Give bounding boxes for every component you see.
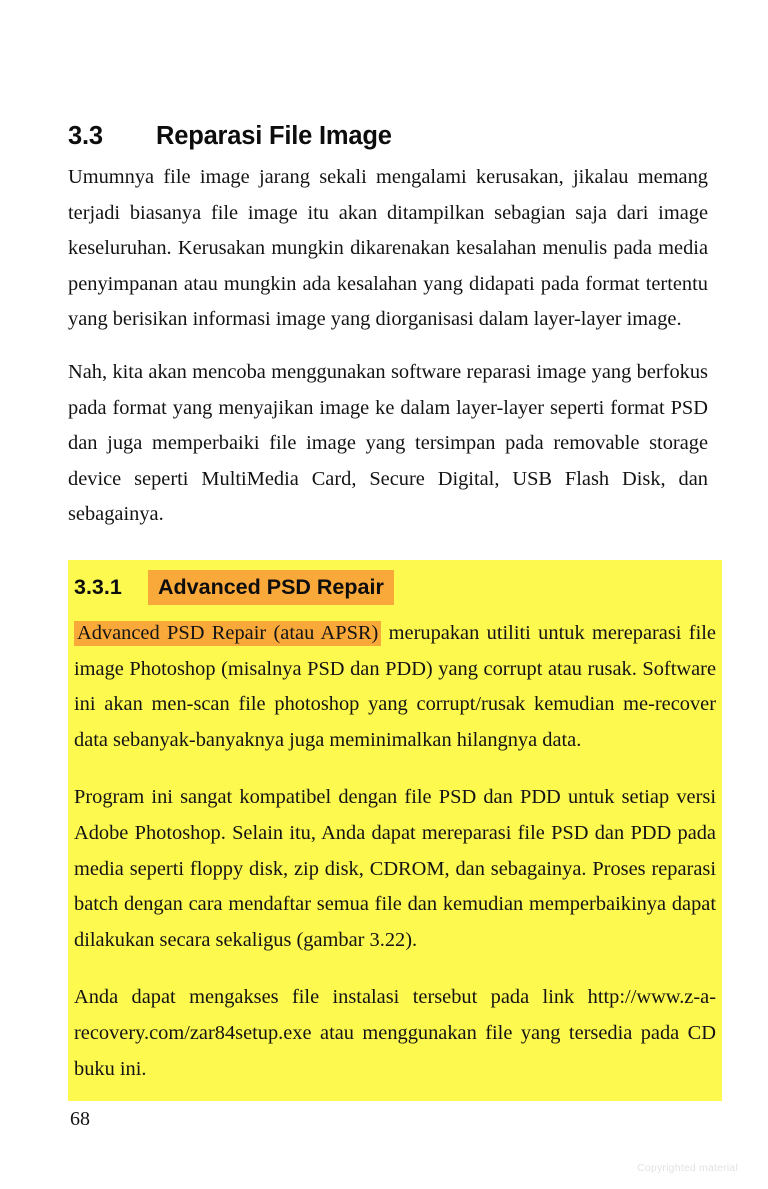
highlighted-section <box>68 560 722 1101</box>
subsection-heading <box>74 572 716 602</box>
inline-highlight: Advanced PSD Repair (atau APSR) <box>74 621 381 646</box>
section-title: Reparasi File Image <box>156 122 392 151</box>
copyright-notice: Copyrighted material <box>637 1162 738 1174</box>
paragraph: Umumnya file image jarang sekali mengalami kerusakan, jikalau memang terjadi biasanya file image itu akan ditampilkan sebagian saja dari image keseluruhan. Kerusakan mungkin dikarenakan kesalahan menulis pada media penyimpanan atau mungkin ada kesalahan yang didapati pada format tertentu yang berisikan informasi image yang diorganisasi dalam layer-layer image. <box>68 166 708 331</box>
paragraph: Nah, kita akan mencoba menggunakan software reparasi image yang berfokus pada format yang menyajikan image ke dalam layer-layer seperti format PSD dan juga memperbaiki file image yang tersimpan pada removable storage device seperti MultiMedia Card, Secure Digital, USB Flash Disk, dan sebagainya. <box>68 360 708 526</box>
paragraph: Anda dapat mengakses file instalasi tersebut pada link http://www.z-a-recovery.com/zar84setup.exe atau menggunakan file yang tersedia pada CD buku ini. <box>74 986 716 1080</box>
intro-text-block <box>68 160 708 533</box>
paragraph <box>74 616 716 758</box>
section-number: 3.3 <box>68 122 103 151</box>
subsection-number: 3.3.1 <box>74 575 122 599</box>
section-heading <box>68 122 708 151</box>
paragraph: Program ini sangat kompatibel dengan file PSD dan PDD untuk setiap versi Adobe Photoshop. Selain itu, Anda dapat mereparasi file PSD dan PDD pada media seperti floppy disk, zip disk, CDROM, dan sebagainya. Proses reparasi batch dengan cara mendaftar semua file dan kemudian memperbaikinya dapat dilakukan secara sekaligus (gambar 3.22). <box>74 786 716 951</box>
paragraph-text: merupakan utiliti untuk mereparasi file image Photoshop (misalnya PSD dan PDD) yang corrupt atau rusak. Software ini akan men-scan file photoshop yang corrupt/rusak kemudian me-recover data sebanyak-banyaknya juga meminimalkan hilangnya data. <box>74 622 716 751</box>
page-number: 68 <box>70 1108 90 1130</box>
subsection-title: Advanced PSD Repair <box>148 570 394 605</box>
